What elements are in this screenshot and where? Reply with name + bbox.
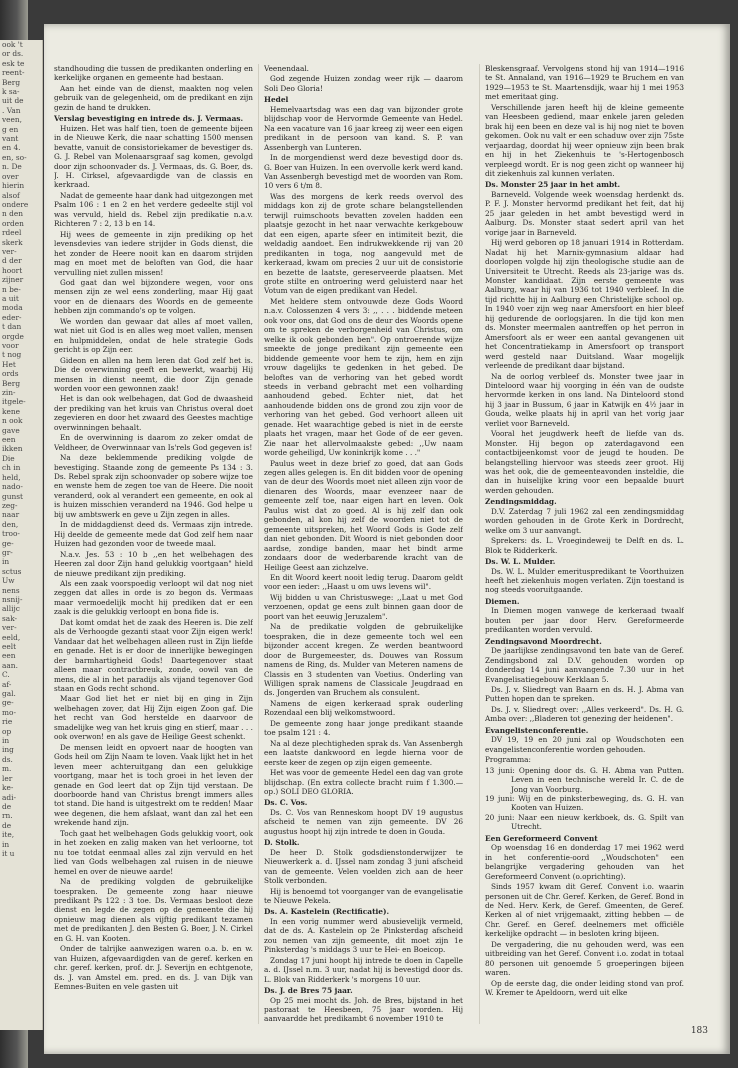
paragraph: De gemeente zong haar jonge predikant staande toe psalm 121 : 4. [264, 718, 463, 738]
paragraph: De heer D. Stolk godsdienstonderwijzer te Nieuwerkerk a. d. IJssel nam zondag 3 juni afscheid van de gemeente. Velen voelden zich aan de heer Stolk verbonden. [264, 847, 463, 886]
prev-page-line: reent- [2, 68, 25, 78]
paragraph: Huizen. Het was half tien, toen de gemeente bijeen in de Nieuwe Kerk, die naar schatting 1500 mensen bevatte, vanuit de consistoriekamer de bevestiger ds. G. J. Rebel van Molenaarsgraaf sag komen, gevolgd door zijn schoonvader ds. J. Vermaas, ds. G. Boer, ds. J. H. Cirksel, afgevaardigde van de classis en kerkraad. [54, 123, 253, 190]
prev-page-line: t dan [2, 322, 22, 332]
prev-page-line: in [2, 839, 10, 849]
prev-page-line: itgele- [2, 397, 26, 407]
paragraph: Maar God liet het er niet bij en ging in Zijn welbehagen zover, dat Hij Zijn eigen Zoon gaf. Die het recht van God herstelde en daarvoor de smadelijke weg van het kruis ging en stierf, maar . . . ook overwon! en als gave de Heilige Geest schenkt. [54, 694, 253, 742]
article-heading: Ds. Monster 25 jaar in het ambt. [485, 180, 621, 190]
prev-page-line: de [2, 801, 12, 811]
paragraph: Sinds 1957 kwam dit Geref. Convent i.o. waarin personen uit de Chr. Geref. Kerken, de Geref. Bond in de Ned. Herv. Kerk, de Geref. Gmeenten, de Geref. Kerken al of niet vrijgemaakt, zitting hebben — de Chr. Geref. en Geref. deelnemers met officiële kerkelijke opdracht — in besloten kring bijeen. [485, 882, 684, 939]
prev-page-line: gunst [2, 491, 24, 501]
paragraph: En dit Woord keert nooit ledig terug. Daarom geldt voor een ieder: ,,Haast u om uws levens wil". [264, 573, 463, 592]
prev-page-line: eeld, [2, 632, 21, 642]
paragraph: Paulus weet in deze brief zo goed, dat aan Gods zegen alles gelegen is. En dit bidden voor de opening van de deur des Woords moet niet alleen zijn voor de dienaren des Woords, maar evenzeer naar de gemeente zelf toe, naar eigen hart en leven. Ook Paulus wist dat zo goed. Al is hij zelf dan ook gebonden, al kon hij zelf de woorden niet tot de gemeente uitspreken, het Woord Gods is Gode zelf dan niet gebonden. Dit Woord is niet gebonden door aardse, zondige banden, maar het bindt arme zondaars door de wederbarende kracht van de Heilige Geest aan zichzelve. [264, 458, 463, 572]
prev-page-line: a uit [2, 293, 19, 303]
article-heading: Hedel [264, 95, 289, 105]
prev-page-line: naar [2, 510, 20, 520]
paragraph: Op de eerste dag, die onder leiding stond van prof. W. Kremer te Apeldoorn, werd uit elke [485, 978, 684, 998]
prev-page-line: aan. [2, 660, 18, 670]
prev-page-line: eder- [2, 312, 22, 322]
prev-page-line: Uw [2, 576, 15, 586]
paragraph: Na de predikatie volgden de gebruikelijke toespraken, die in deze gemeente toch wel een bijzonder accent kregen. Ze werden beantwoord door de Burgemeester, ds. Douwes van Rossum namens de Ring, ds. Mulder van Meteren namens de Classis en 3 studenten van Voetius. Onderling van Willigen sprak namens de Classicale Jeugdraad en ds. Jongerden van Bruchem als consulent. [264, 622, 463, 698]
prev-page-line: mo- [2, 707, 16, 717]
paragraph: Op 25 mei mocht ds. Joh. de Bres, bijstand in het pastoraat te Heesbeen, 75 jaar worden. Hij aanvaardde het predikambt 6 november 1910 te [264, 995, 463, 1024]
article-heading: D. Stolk. [264, 838, 300, 848]
prev-page-line: Die [2, 453, 15, 463]
prev-page-line: rn. [2, 811, 13, 821]
prev-page-line: esk te [2, 58, 25, 68]
program-item: 19 juni: Wij en de pinksterbeweging, ds. G. H. van Kooten van Huizen. [485, 793, 684, 813]
prev-page-line: ite, [2, 830, 15, 840]
prev-page-line: d der [2, 256, 22, 266]
program-item: 20 juni: Naar een nieuw kerkboek, ds. G. Spilt van Utrecht. [485, 812, 684, 832]
paragraph: Barneveld. Volgende week woensdag herdenkt ds. P. F. J. Monster hervormd predikant het feit, dat hij 25 jaar geleden in het ambt bevestigd werd in Aalburg. Ds. Monster staat sedert april van het vorige jaar in Barneveld. [485, 189, 684, 237]
article-heading: Zendingsavond Moordrecht. [485, 636, 602, 646]
prev-page-line: nado- [2, 482, 23, 492]
prev-page-line: moda [2, 303, 23, 313]
prev-page-line: nsnij- [2, 594, 23, 604]
prev-page-line: gr- [2, 547, 13, 557]
article-heading: Ds. C. Vos. [264, 798, 308, 808]
previous-page-edge [0, 40, 43, 1030]
prev-page-line: sak- [2, 613, 18, 623]
paragraph: God gaat dan wel bijzondere wegen, voor ons mensen zijn ze wel eens zonderling, maar Hij gaat voor en de dienaars des Woords en de gemeente hebben zijn commando's op te volgen. [54, 277, 253, 316]
prev-page-line: allijc [2, 604, 20, 614]
article-heading: Ds. W. L. Mulder. [485, 557, 556, 567]
paragraph: Na al deze plechtigheden sprak ds. Van Assenbergh een laatste dankwoord en legde hierna voor de eerste keer de zegen op zijn eigen gemeente. [264, 738, 463, 767]
prev-page-line: ver- [2, 623, 17, 633]
paragraph: Het is dan ook welbehagen, dat God de dwaasheid der prediking van het kruis van Christus overal doet zegevieren en door het zwaard des Geestes machtige overwinningen behaalt. [54, 394, 253, 432]
prev-page-line: Berg [2, 378, 21, 388]
prev-page-line: . Van [2, 105, 21, 115]
prev-page-line: ler [2, 773, 13, 783]
prev-page-line: in [2, 736, 10, 746]
article-heading: Verslag bevestiging en intrede ds. J. Vermaas. [54, 114, 244, 124]
paragraph: Vooral het jeugdwerk heeft de liefde van ds. Monster. Hij begon op zaterdagavond een contactbijeenkomst voor de jeugd te houden. De belangstelling hiervoor was steeds zeer groot. Hij was het ook, die de gemeenteavonden insteldie, die dan in huiselijke kring voor een bepaalde buurt werden gehouden. [485, 429, 684, 495]
prev-page-line: en, so- [2, 152, 27, 162]
paragraph: Ds. C. Vos van Renneskom hoopt DV 19 augustus afscheid te nemen van zijn gemeente. DV 26 augustus hoopt hij zijn intrede te doen in Gouda. [264, 807, 463, 836]
paragraph: DV 19, 19 en 20 juni zal op Woudschoten een evangelistenconferentie worden gehouden. [485, 735, 684, 754]
prev-page-line: t nog [2, 350, 22, 360]
article-heading: Evangelistenconferentie. [485, 725, 589, 735]
prev-page-line: vant [2, 134, 19, 144]
prev-page-line: k sa- [2, 87, 20, 97]
paragraph: Veenendaal. [264, 64, 309, 73]
prev-page-line: kene [2, 406, 20, 416]
paragraph: De jaarlijkse zendingsavond ten bate van de Geref. Zendingsbond zal D.V. gehouden worden op donderdag 14 juni aanvangende 7.30 uur in het Evangelisatiegebouw Kerklaan 5. [485, 646, 684, 684]
paragraph: Ds. J. v. Sliedregt over: ,,Alles verkeerd". Ds. H. G. Amba over: ,,Bladeren tot genezing der heidenen". [485, 704, 684, 724]
prev-page-line: ondere [2, 199, 29, 209]
prev-page-line: n den [2, 209, 23, 219]
paragraph: Bleskensgraaf. Vervolgens stond hij van 1914—1916 te St. Annaland, van 1916—1929 te Bruchem en van 1929—1953 te St. Maartensdijk, waar hij 1 mei 1953 met emeritaat ging. [485, 64, 684, 102]
paragraph: Nadat de gemeente haar dank had uitgezongen met Psalm 106 : 1 en 2 en het verdere gedeelte stijl vol was vervuld, hield ds. Rebel zijn predikatie n.a.v. Richteren 7 : 2, 13 b en 14. [54, 190, 253, 229]
prev-page-line: ch in [2, 463, 21, 473]
prev-page-line: troo- [2, 529, 20, 539]
paragraph: Na de oorlog verbleef ds. Monster twee jaar in Dinteloord waar hij voorging in één van de oudste hervormde kerken in ons land. Na Dinteloord stond hij 3 jaar in Bussum, 6 jaar in Katwijk en 4½ jaar in Gouda, welke plaats hij in april van het vorig jaar verliet voor Barneveld. [485, 371, 684, 428]
prev-page-line: uit de [2, 96, 24, 106]
paragraph: N.a.v. Jes. 53 : 10 b ,,en het welbehagen des Heeren zal door Zijn hand gelukkig voortgaan" hield de nieuwe predikant zijn prediking. [54, 549, 253, 578]
article-heading: Diemen. [485, 596, 520, 606]
prev-page-line: op [2, 726, 12, 736]
paragraph: In een vorig nummer werd abusievelijk vermeld, dat de ds. A. Kastelein op 2e Pinksterdag afscheid zou nemen van zijn gemeente, dit moet zijn 1e Pinksterdag 's middags 3 uur te Hei- en Boeicop. [264, 916, 463, 955]
paragraph: Na de prediking volgden de gebruikelijke toespraken. De gemeente zong haar nieuwe predikant Ps 122 : 3 toe. Ds. Vermaas besloot deze dienst en legde de zegen op de gemeente die hij opnieuw mag dienen als vijftig predikant tezamen met de predikanten J. den Besten G. Boer, J. N. Cirkel en G. H. van Kooten. [54, 877, 253, 943]
paragraph: Zondag 17 juni hoopt hij intrede te doen in Capelle a. d. IJssel n.m. 3 uur, nadat hij is bevestigd door ds. L. Blok van Ridderkerk 's morgens 10 uur. [264, 955, 463, 984]
prev-page-line: ing [2, 745, 14, 755]
prev-page-line: alsof [2, 190, 20, 200]
prev-page-line: held, [2, 472, 21, 482]
paragraph: Op woensdag 16 en donderdag 17 mei 1962 werd in het conferentie-oord ,,Woudschoten" een belangrijke vergadering gehouden van het Gereformeerd Convent (o.oprichting). [485, 843, 684, 881]
prev-page-line: over [2, 171, 19, 181]
column-divider [258, 64, 259, 1024]
prev-page-line: ds. [2, 754, 13, 764]
prev-page-line: en 4. [2, 143, 21, 153]
prev-page-line: ge- [2, 698, 14, 708]
prev-page-line: ver- [2, 246, 17, 256]
prev-page-line: n be- [2, 284, 21, 294]
paragraph: Aan het einde van de dienst, maakten nog velen gebruik van de gelegenheid, om de predikant en zijn gezin de hand te drukken. [54, 83, 253, 112]
paragraph: Hij wees de gemeente in zijn prediking op het levensdevies van iedere strijder in Gods dienst, die het zonder de Heere nooit kan en daarom strijden mag en moet met de beloften van God, die haar vervulling niet zullen missen! [54, 229, 253, 277]
prev-page-line: rdeel [2, 228, 22, 238]
paragraph: Wij bidden u van Christuswege: ,,Laat u met God verzoenen, opdat ge eens zult binnen gaan door de poort van het eeuwig Jeruzalem". [264, 592, 463, 621]
prev-page-line: g en [2, 124, 19, 134]
paragraph: D.V. Zaterdag 7 juli 1962 zal een zendingsmiddag worden gehouden in de Grote Kerk in Dordrecht, welke om 3 uur aanvangt. [485, 506, 684, 535]
paragraph: Sprekers: ds. L. Vroegindeweij te Delft en ds. L. Blok te Ridderkerk. [485, 536, 684, 555]
paragraph: Hemelvaartsdag was een dag van bijzonder grote blijdschap voor de Hervormde Gemeente van Hedel. Na een vacature van 16 jaar kreeg zij weer een eigen predikant in de persoon van kand. S. P. van Assenbergh van Lunteren. [264, 104, 463, 152]
prev-page-line: adi- [2, 792, 16, 802]
column-1 [54, 64, 253, 1039]
paragraph: In de middagdienst deed ds. Vermaas zijn intrede. Hij deelde de gemeente mede dat God zelf hem naar Huizen had gezonden voor de tweede maal. [54, 520, 253, 549]
paragraph: Na deze beklemmende prediking volgde de bevestiging. Staande zong de gemeente Ps 134 : 3. Ds. Rebel sprak zijn schoonvader op sobere wijze toe en wenste hem de zegen toe van de Heere. Die nooit veranderd, ook al verandert een gemeente, en ook al is huizen misschien veranderd na 1946. God helpe u bij uw ambtswerk en geve u Zijn zegen in alles. [54, 453, 253, 519]
paragraph: Hij is benoemd tot voorganger van de evangelisatie te Nieuwe Pekela. [264, 886, 463, 905]
prev-page-line: Berg [2, 77, 21, 87]
prev-page-line: n. De [2, 162, 22, 172]
prev-page-line: ikken [2, 444, 23, 454]
paragraph: standhouding die tussen de predikanten onderling en kerkelijke organen en gemeente had bestaan. [54, 64, 253, 83]
prev-page-line: af- [2, 679, 12, 689]
column-3 [485, 64, 684, 1039]
paragraph: In de morgendienst werd deze bevestigd door ds. G. Boer van Huizen. In een overvolle kerk werd kand. Van Assenbergh bevestigd met de woorden van Rom. 10 vers 6 t/m 8. [264, 153, 463, 191]
prev-page-line: de [2, 820, 12, 830]
prev-page-line: ke- [2, 783, 14, 793]
prev-page-line: ook 't [2, 40, 23, 49]
paragraph: Dat komt omdat het de zaak des Heeren is. Die zelf als de Verhoogde gezanti staat voor Zijn eigen werk! Vandaar dat het welbehagen alleen rust in Zijn liefde en genade. Het is er door de innerlijke bewegingen der barmhartigheid Gods! Daartegenover staat alleen maar contractbreuk, zonde, oowil van de mens, die al in het paradijs als vijand tegenover God staan en Gods recht schond. [54, 617, 253, 693]
paragraph: We worden dan gewaar dat alles af moet vallen, wat niet uit God is en alles weg moet vallen, mensen en hulpmiddelen, ondat de hele strategie Gods gericht is op Zijn eer. [54, 316, 253, 355]
prev-page-line: eelt [2, 642, 17, 651]
prev-page-line: hierin [2, 181, 25, 191]
magazine-page [44, 24, 730, 1054]
prev-page-line: it u [2, 848, 15, 858]
paragraph: Het was voor de gemeente Hedel een dag van grote blijdschap. (En extra collecte bracht ruim f 1.300.— op.) SOLI DEO GLORIA. [264, 768, 463, 796]
prev-page-line: gave [2, 425, 20, 435]
prev-page-line: nens [2, 585, 20, 595]
prev-page-line: C. [2, 670, 10, 680]
prev-page-line: zin- [2, 388, 16, 398]
prev-page-line: in [2, 557, 10, 567]
paragraph: De mensen leidt en opvoert naar de hoogten van Gods heil om Zijn Naam te loven. Vaak lijkt het in het leven meer achteruitgang dan een gelukkige voortgang, maar het is toch groei in het leven der genade en God leert dat op Zijn tijd verstaan. De doorboorde hand van Christus brengt immers alles tot stand. Die hand is uitgestrekt om te redden! Maar wee degenen, die hem afslaat, want dan zal het een wrekende hand zijn. [54, 742, 253, 828]
prev-page-line: skerk [2, 237, 23, 247]
paragraph: Onder de talrijke aanwezigen waren o.a. b. en w. van Huizen, afgevaardigden van de geref. kerken en chr. geref. kerken, prof. dr. J. Severijn en echtgenote, ds. J. van Amstel em. pred. en ds. J. van Dijk van Eemnes-Buiten en vele gasten uit [54, 944, 253, 992]
paragraph: Als een zaak voorspoedig verloopt wil dat nog niet zeggen dat alles in orde is zo begon ds. Vermaas maar vermoedelijk mocht hij prediken dat er een zaak is die gelukkig verloopt en bona fide is. [54, 579, 253, 617]
page-number: 183 [690, 1026, 708, 1036]
prev-page-line: zijner [2, 275, 24, 285]
column-divider [479, 64, 480, 1024]
paragraph: En de overwinning is daarom zo zeker omdat de Veldheer, de Overwinnaar van Is'rels God gegeven is! [54, 433, 253, 452]
prev-page-line: n ook [2, 416, 23, 426]
prev-page-line: veen, [2, 115, 23, 125]
paragraph: Programma: [485, 755, 531, 765]
prev-page-line: m. [2, 764, 12, 774]
paragraph: God zegende Huizen zondag weer rijk — daarom Soli Deo Gloria! [264, 74, 463, 93]
article-heading: Een Gereformeerd Convent [485, 833, 598, 843]
prev-page-line: den, [2, 519, 19, 529]
prev-page-line: or ds. [2, 49, 24, 59]
prev-page-line: ge- [2, 538, 14, 548]
prev-page-line: gal. [2, 689, 16, 699]
prev-page-line: een [2, 651, 16, 661]
paragraph: Toch gaat het welbehagen Gods gelukkig voort, ook in het zoeken en zalig maken van het verloorne, tot nu toe totdat eenmaal alles zal zijn vervuld en het lied van Gods welbehagen zal ruisen in de nieuwe hemel en over de nieuwe aarde! [54, 828, 253, 876]
paragraph: Was des morgens de kerk reeds overvol des middags kon zij de grote schare belangstellenden terwijl ruimschoots bevatten zovelen hadden een plaatsje gezocht in het naar verwachte kerkgebouw dat een eigen, aparte sfeer en intimiteit bezit, die weldadig aandoet. Een indrukwekkende rij van 20 predikanten in toga, nog aangevuld met de kerkeraad, kwam om precies 2 uur uit de consistorie en bezette de laatste, gereserveerde plaatsen. Met grote stilte en ontroering werd geluisterd naar het Votum van de eigen predikant van Hedel. [264, 191, 463, 296]
prev-page-line: orden [2, 218, 24, 228]
article-heading: Ds. A. Kastelein (Rectificatie). [264, 907, 390, 917]
prev-page-line: hoort [2, 265, 23, 275]
prev-page-line: voor [2, 341, 19, 350]
paragraph: Ds. W. L. Mulder emerituspredikant te Voorthuizen heeft het ziekenhuis mogen verlaten. Zijn toestand is nog steeds vooruitgaande. [485, 566, 684, 595]
paragraph: Verschillende jaren heeft hij de kleine gemeente van Heesbeen gediend, maar enkele jaren geleden brak hij een been en deze val is hij nog niet te boven gekomen. Ook nu valt er een schaduw over zijn 75ste verjaardag, doordat hij weer opnieuw zijn been brak en hij in het Ziekenhuis te 's-Hertogenbosch verpleegd wordt. Er is nog geen zicht op wanneer hij dit ziekenhuis zal kunnen verlaten. [485, 102, 684, 178]
column-2 [264, 64, 463, 1039]
prev-page-line: ords [2, 369, 19, 379]
paragraph: Namens de eigen kerkeraad sprak ouderling Rozendaal een blij welkomstwoord. [264, 698, 463, 718]
paragraph: In Diemen mogen vanwege de kerkeraad twaalf bouten per jaar door Herv. Gereformeerde predikanten worden vervuld. [485, 606, 684, 635]
paragraph: Met heldere stem ontvouwde deze Gods Woord n.a.v. Colossenzen 4 vers 3: ,, . . . biddende meteen ook voor ons, dat God ons de deur des Woords opene om te spreken de verborgenheid van Christus, om welke ik ook gebonden ben". Op ontroerende wijze smeekte de jonge predikant zijn gemeente een biddende gemeente voor hem te zijn, hem en zijn vrouw dagelijks te gedenken in het gebed. De beloftes van de verhoring van het gebed wordt steeds in verband gebracht met een volharding aanhoudend gebed. Echter niet, dat het aanhoudende bidden ons de grond zou zijn voor de verhoring van het gebed. God verhoort alleen uit genade. Het waarachtige gebed is niet in de eerste plaats het vragen, maar het Gode of de eer geven. Zie naar het allervolmaakste gebed: ,,Uw naam worde geheiligd, Uw koninkrijk kome . . ." [264, 296, 463, 458]
prev-page-line: een [2, 435, 16, 445]
prev-page-line: sctus [2, 566, 22, 576]
prev-page-line: zeg- [2, 500, 18, 510]
article-heading: Zendingsmiddag. [485, 497, 557, 507]
prev-page-line: Het [2, 359, 16, 369]
paragraph: De vergadering, die nu gehouden werd, was een uitbreiding van het Geref. Convent i.o. zodat in totaal 80 personen uit genoemde 5 groeperingen bijeen waren. [485, 939, 684, 978]
program-item: 13 juni: Opening door ds. G. H. Abma van Putten. Leven in een technische wereld Ir. C. de de Jong van Voorburg. [485, 765, 684, 794]
paragraph: Ds. J. v. Sliedregt van Baarn en ds. H. J. Abma van Putten hopen dan te spreken. [485, 685, 684, 704]
prev-page-line: orgde [2, 331, 24, 341]
article-heading: Ds. J. de Bres 75 jaar. [264, 986, 353, 996]
paragraph: Gideon en allen na hem leren dat God zelf het is. Die de overwinning geeft en bewerkt, waarbij Hij mensen in dienst neemt, die door Zijn genade worden voor een gewonnen zaak! [54, 355, 253, 393]
prev-page-line: rie [2, 717, 13, 727]
paragraph: Hij werd geboren op 18 januari 1914 in Rotterdam. Nadat hij het Marnix-gymnasium aldaar had doorlopen volgde hij zijn theologische studie aan de Universiteit te Utrecht. Reeds als 23-jarige was ds. Monster kandidaat. Zijn eerste gemeente was Aalburg, waar hij van 1936 tot 1940 verbleef. In die tijd richtte hij in Aalburg een Christelijke school op. In 1940 voer zijn weg naar Amersfoort en hier bleef hij gedurende de oorlogsjaren. In die tijd kon men ds. Monster meermalen aantreffen op het perron in Amersfoort als er weer een aantal gevangenen uit het Concentratiekamp in Amersfoort op transport werd gesteld naar Duitsland. Waar mogelijk verleende de predikant daar bijstand. [485, 238, 684, 371]
